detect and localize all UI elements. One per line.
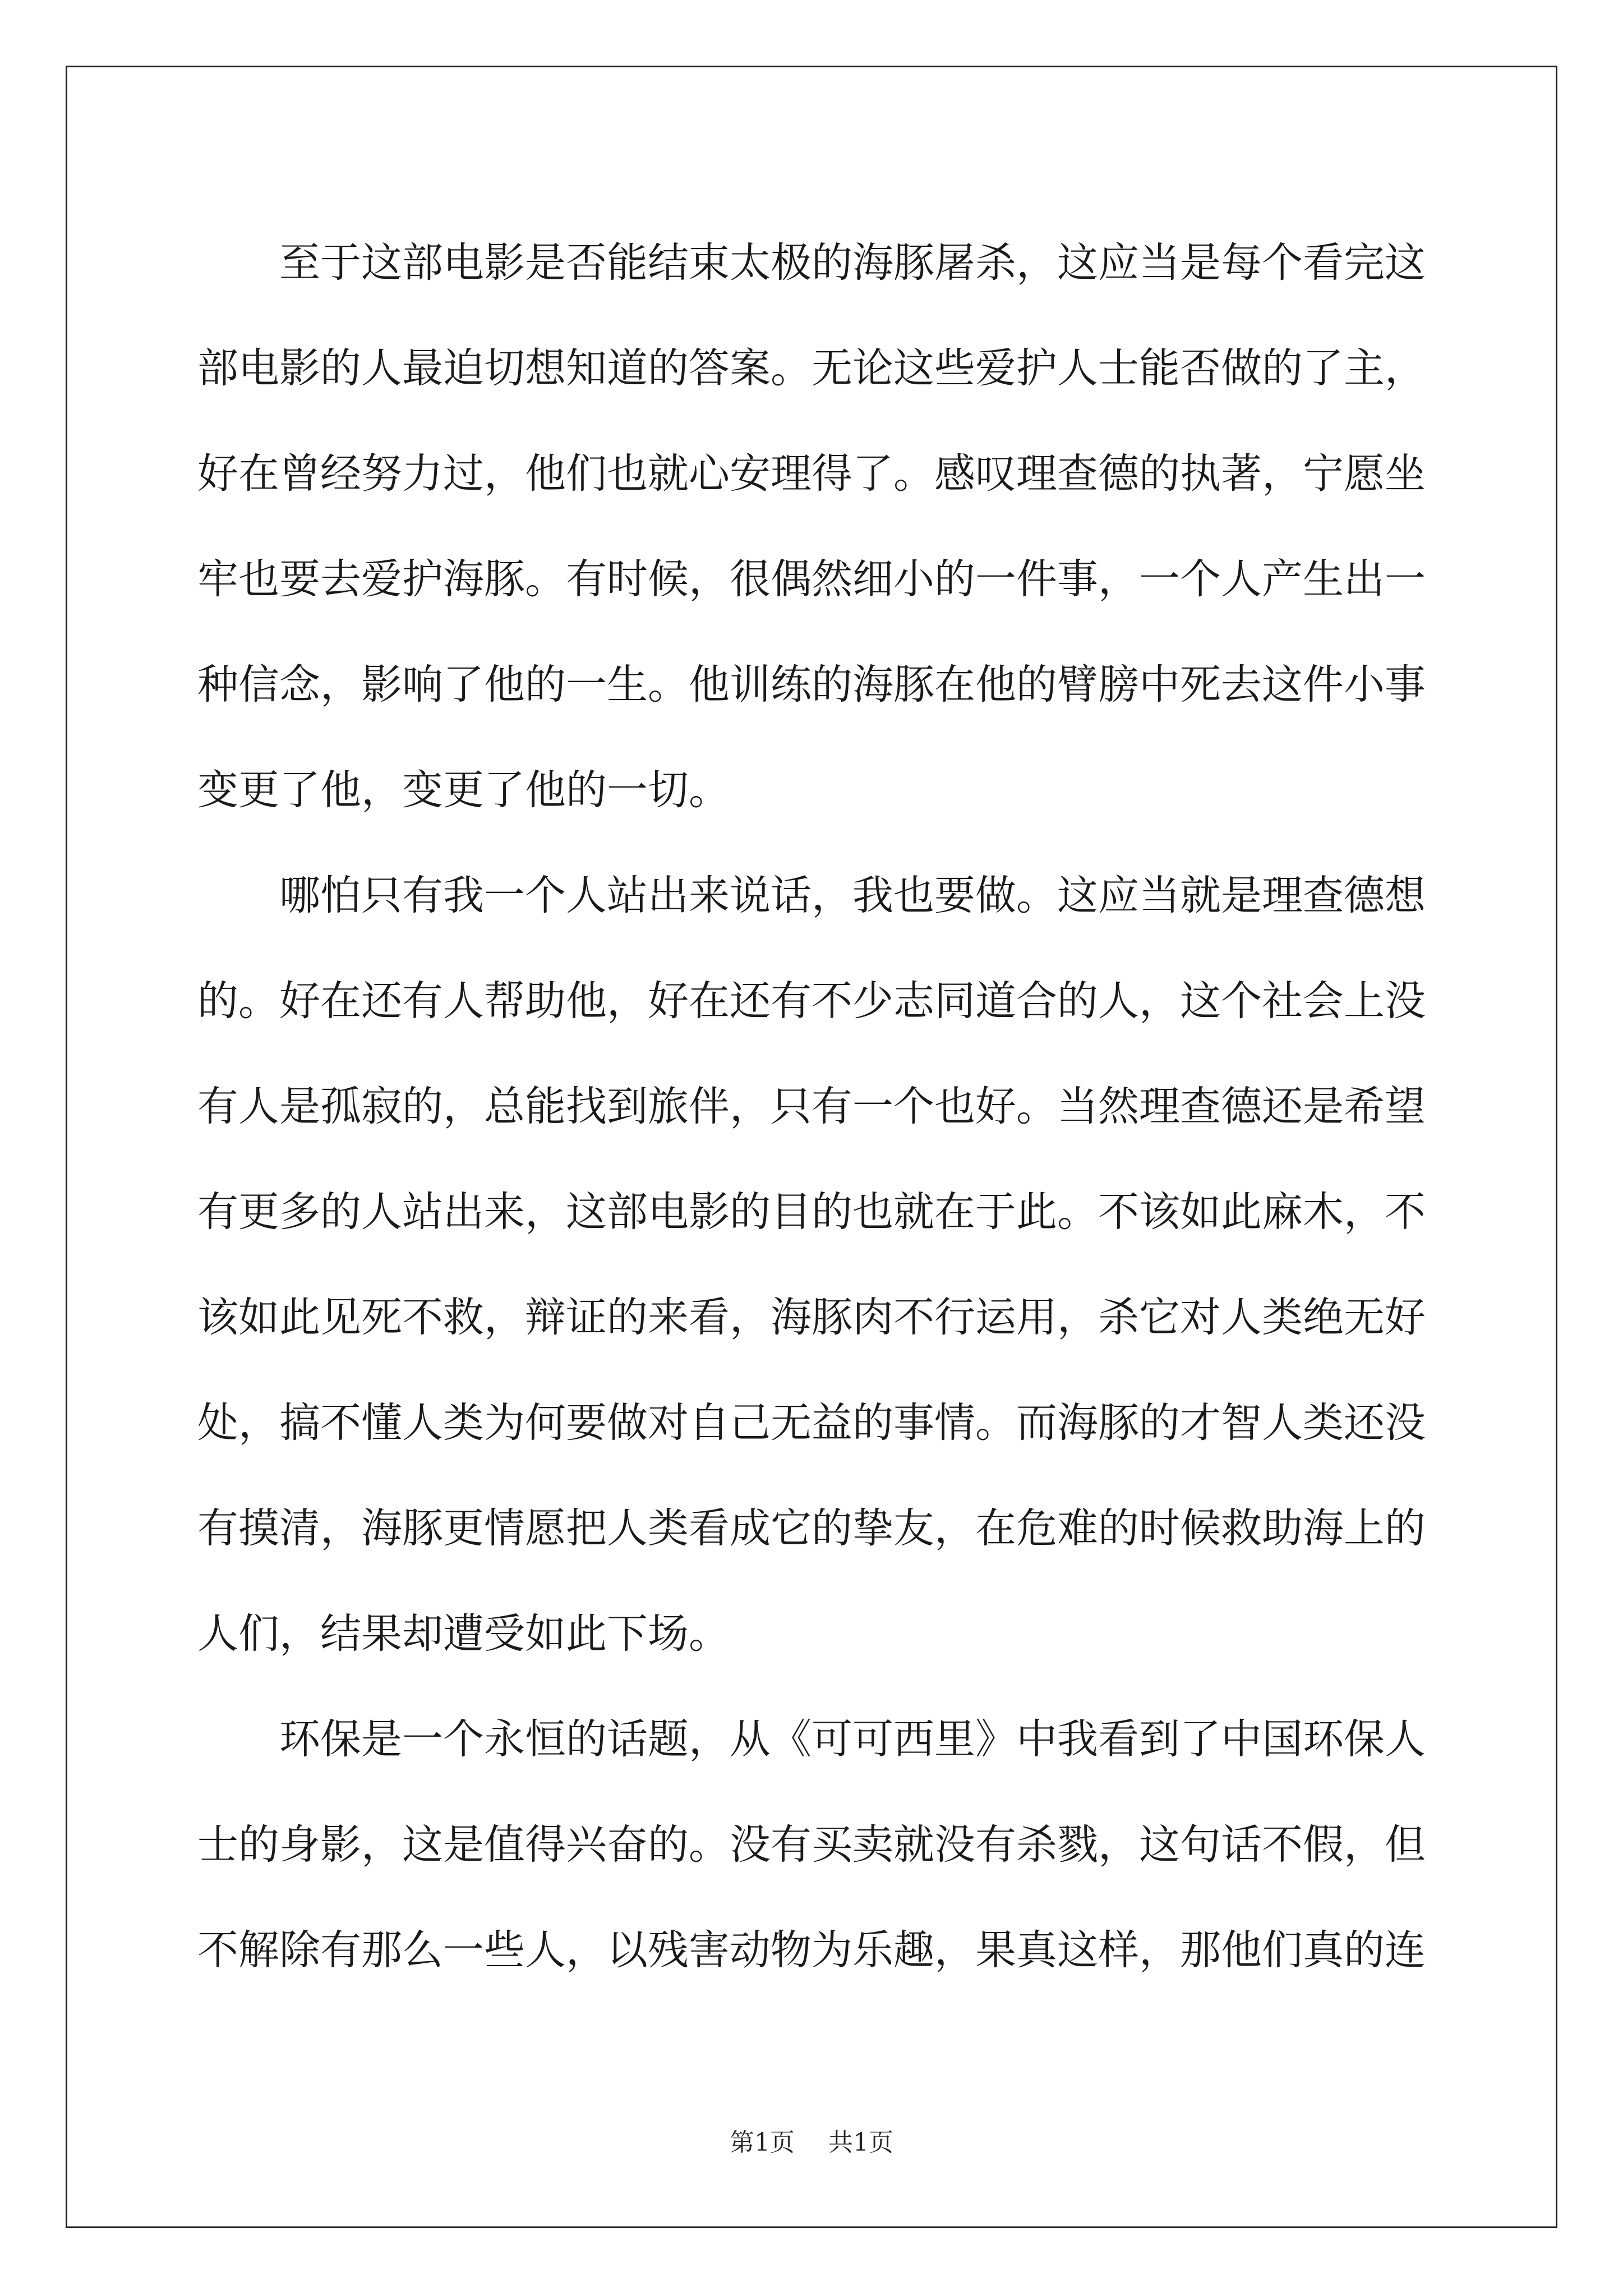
paragraph-2: 哪怕只有我一个人站出来说话，我也要做。这应当就是理查德想的。好在还有人帮助他，好在还有不少志同道合的人，这个社会上没有人是孤寂的，总能找到旅伴，只有一个也好。当然理查德还是希望有更多的人站出来，这部电影的目的也就在于此。不该如此麻木，不该如此见死不救，辩证的来看，海豚肉不行运用，杀它对人类绝无好处，搞不懂人类为何要做对自己无益的事情。而海豚的才智人类还没有摸清，海豚更情愿把人类看成它的挚友，在危难的时候救助海上的人们，结果却遭受如此下场。 xyxy=(197,872,1426,1658)
page-footer xyxy=(0,2126,1623,2160)
document-body xyxy=(197,210,1426,2003)
paragraph-1: 至于这部电影是否能结束太极的海豚屠杀，这应当是每个看完这部电影的人最迫切想知道的答案。无论这些爱护人士能否做的了主，好在曾经努力过，他们也就心安理得了。感叹理查德的执著，宁愿坐牢也要去爱护海豚。有时候，很偶然细小的一件事，一个人产生出一种信念，影响了他的一生。他训练的海豚在他的臂膀中死去这件小事变更了他，变更了他的一切。 xyxy=(197,239,1426,814)
page-total: 共1页 xyxy=(828,2128,893,2157)
page-number: 第1页 xyxy=(730,2128,795,2157)
paragraph-3: 环保是一个永恒的话题，从《可可西里》中我看到了中国环保人士的身影，这是值得兴奋的。没有买卖就没有杀戮，这句话不假，但不解除有那么一些人，以残害动物为乐趣，果真这样，那他们真的连 xyxy=(197,1715,1426,1974)
